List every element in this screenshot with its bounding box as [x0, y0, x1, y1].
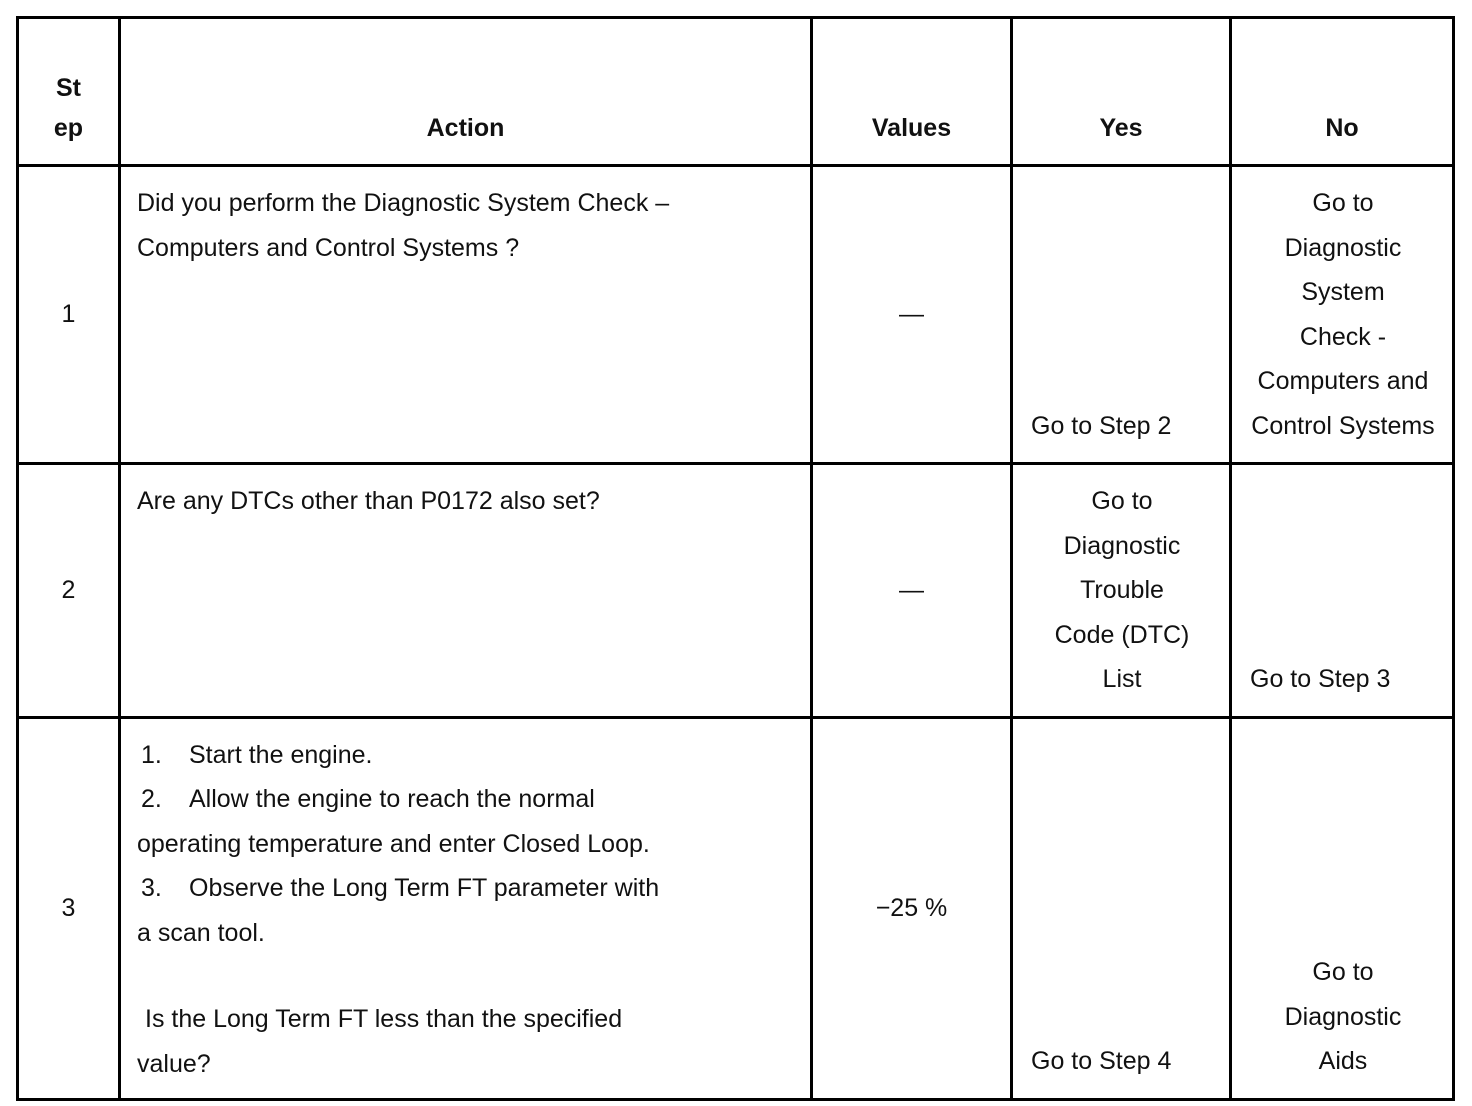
list-item — [137, 911, 794, 956]
table-row — [18, 717, 1454, 1099]
list-item — [137, 866, 794, 911]
no-link-line: System — [1301, 278, 1385, 306]
yes-link[interactable]: Go to Step 2 — [1031, 411, 1172, 440]
action-text: Did you perform the Diagnostic System Check – — [137, 189, 670, 217]
action-cell — [120, 717, 812, 1099]
list-text: Start the engine. — [189, 740, 373, 769]
no-link-line: Check - — [1299, 322, 1387, 351]
table-row — [18, 464, 1454, 718]
no-link-line: Control Systems — [1251, 411, 1435, 440]
diagnostic-table — [16, 16, 1455, 1101]
list-item — [137, 777, 794, 822]
no-link[interactable] — [1246, 181, 1440, 448]
list-text: Allow the engine to reach the normal — [189, 785, 595, 813]
list-number: 3. — [141, 874, 162, 902]
step-number: 1 — [18, 166, 120, 464]
yes-link-line: List — [1102, 665, 1142, 693]
header-values: Values — [812, 18, 1012, 166]
list-text: operating temperature and enter Closed Loop. — [137, 829, 650, 858]
list-text: Observe the Long Term FT parameter with — [189, 874, 660, 902]
action-cell — [120, 464, 812, 718]
header-step-line1: St — [56, 74, 81, 102]
no-link[interactable]: Go to Step 3 — [1250, 665, 1391, 693]
yes-link-line: Code (DTC) — [1054, 620, 1190, 649]
yes-cell — [1012, 166, 1231, 464]
list-number: 1. — [141, 740, 162, 769]
header-no: No — [1231, 18, 1454, 166]
value-cell: −25 % — [812, 717, 1012, 1099]
list-text: a scan tool. — [137, 918, 265, 947]
list-item — [137, 822, 794, 867]
no-link-line: Diagnostic — [1284, 233, 1402, 262]
yes-link[interactable] — [1027, 479, 1217, 702]
no-cell — [1231, 464, 1454, 718]
no-cell — [1231, 166, 1454, 464]
value-cell: — — [812, 166, 1012, 464]
yes-link[interactable]: Go to Step 4 — [1031, 1047, 1172, 1075]
no-link-line: Go to — [1312, 958, 1374, 986]
value-cell: — — [812, 464, 1012, 718]
header-action: Action — [120, 18, 812, 166]
header-row — [18, 18, 1454, 166]
no-link-line: Aids — [1318, 1047, 1368, 1075]
action-text: Computers and Control Systems ? — [137, 233, 520, 262]
yes-link-line: Go to — [1091, 487, 1153, 515]
question-text — [137, 997, 794, 1086]
action-steps-list — [137, 733, 794, 956]
no-link-line: Go to — [1312, 189, 1374, 217]
question-line: value? — [137, 1049, 211, 1078]
step-number: 3 — [18, 717, 120, 1099]
no-cell — [1231, 717, 1454, 1099]
step-number: 2 — [18, 464, 120, 718]
list-number: 2. — [141, 785, 162, 813]
action-text: Are any DTCs other than P0172 also set? — [137, 487, 600, 515]
question-line: Is the Long Term FT less than the specified — [145, 1005, 623, 1033]
no-link-line: Computers and — [1257, 367, 1429, 395]
yes-cell — [1012, 464, 1231, 718]
header-step — [18, 18, 120, 166]
header-step-line2: ep — [53, 114, 84, 142]
no-link[interactable] — [1246, 950, 1440, 1084]
table-row — [18, 166, 1454, 464]
header-yes: Yes — [1012, 18, 1231, 166]
yes-cell — [1012, 717, 1231, 1099]
yes-link-line: Diagnostic — [1063, 531, 1181, 560]
action-cell — [120, 166, 812, 464]
yes-link-line: Trouble — [1080, 576, 1164, 604]
no-link-line: Diagnostic — [1284, 1002, 1402, 1031]
list-item — [137, 733, 794, 778]
